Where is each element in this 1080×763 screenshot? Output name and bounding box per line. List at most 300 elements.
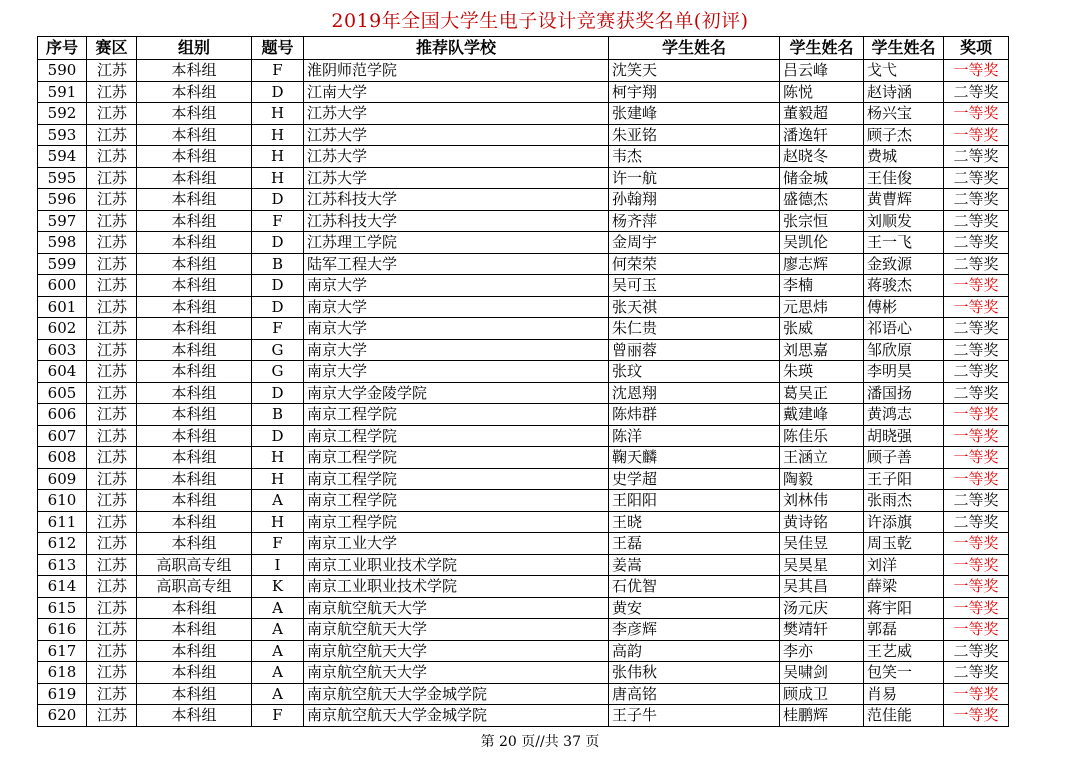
cell-student-2: 陈悦: [780, 81, 864, 103]
cell-student-1: 沈笑天: [609, 60, 780, 82]
table-row: [38, 662, 1009, 684]
table-row: [38, 189, 1009, 211]
cell-group: 高职高专组: [137, 576, 252, 598]
cell-student-3: 薛梁: [864, 576, 944, 598]
cell-problem: F: [252, 533, 304, 555]
cell-student-1: 石优智: [609, 576, 780, 598]
header-student-2: 学生姓名: [780, 37, 864, 60]
table-row: [38, 683, 1009, 705]
cell-group: 本科组: [137, 124, 252, 146]
table-row: [38, 382, 1009, 404]
cell-school: 南京工程学院: [304, 447, 609, 469]
cell-award: 一等奖: [944, 597, 1009, 619]
cell-region: 江苏: [87, 361, 137, 383]
cell-problem: B: [252, 253, 304, 275]
cell-index: 618: [38, 662, 87, 684]
table-row: [38, 490, 1009, 512]
cell-group: 本科组: [137, 103, 252, 125]
cell-award: 一等奖: [944, 705, 1009, 727]
cell-index: 617: [38, 640, 87, 662]
cell-school: 南京大学: [304, 275, 609, 297]
cell-award: 一等奖: [944, 60, 1009, 82]
cell-problem: H: [252, 511, 304, 533]
cell-award: 一等奖: [944, 468, 1009, 490]
cell-student-3: 刘顺发: [864, 210, 944, 232]
cell-student-3: 王子阳: [864, 468, 944, 490]
cell-region: 江苏: [87, 103, 137, 125]
cell-student-3: 戈弋: [864, 60, 944, 82]
table-header-row: [38, 37, 1009, 60]
cell-problem: H: [252, 167, 304, 189]
cell-problem: F: [252, 705, 304, 727]
cell-index: 605: [38, 382, 87, 404]
cell-index: 599: [38, 253, 87, 275]
cell-school: 南京大学: [304, 339, 609, 361]
cell-index: 613: [38, 554, 87, 576]
cell-school: 南京航空航天大学: [304, 597, 609, 619]
cell-student-1: 陈洋: [609, 425, 780, 447]
cell-student-2: 吕云峰: [780, 60, 864, 82]
cell-problem: F: [252, 60, 304, 82]
cell-index: 606: [38, 404, 87, 426]
cell-index: 590: [38, 60, 87, 82]
cell-school: 南京航空航天大学: [304, 619, 609, 641]
cell-award: 二等奖: [944, 318, 1009, 340]
cell-index: 616: [38, 619, 87, 641]
cell-index: 603: [38, 339, 87, 361]
cell-award: 一等奖: [944, 554, 1009, 576]
cell-group: 本科组: [137, 662, 252, 684]
cell-student-1: 李彦辉: [609, 619, 780, 641]
cell-student-2: 李楠: [780, 275, 864, 297]
cell-school: 南京工业职业技术学院: [304, 576, 609, 598]
cell-student-3: 肖易: [864, 683, 944, 705]
cell-group: 本科组: [137, 511, 252, 533]
cell-school: 江苏科技大学: [304, 210, 609, 232]
cell-problem: D: [252, 425, 304, 447]
cell-group: 本科组: [137, 468, 252, 490]
table-row: [38, 425, 1009, 447]
cell-award: 二等奖: [944, 361, 1009, 383]
cell-student-3: 邹欣原: [864, 339, 944, 361]
cell-problem: A: [252, 683, 304, 705]
cell-award: 二等奖: [944, 339, 1009, 361]
cell-student-1: 张伟秋: [609, 662, 780, 684]
cell-problem: B: [252, 404, 304, 426]
cell-school: 南京大学: [304, 361, 609, 383]
cell-problem: G: [252, 339, 304, 361]
cell-award: 二等奖: [944, 232, 1009, 254]
cell-region: 江苏: [87, 619, 137, 641]
cell-student-3: 范佳能: [864, 705, 944, 727]
cell-student-3: 蒋宇阳: [864, 597, 944, 619]
cell-group: 本科组: [137, 275, 252, 297]
cell-problem: I: [252, 554, 304, 576]
table-row: [38, 124, 1009, 146]
header-student-3: 学生姓名: [864, 37, 944, 60]
cell-student-1: 高韵: [609, 640, 780, 662]
cell-school: 南京大学金陵学院: [304, 382, 609, 404]
cell-student-2: 潘逸轩: [780, 124, 864, 146]
cell-group: 本科组: [137, 640, 252, 662]
table-row: [38, 619, 1009, 641]
cell-student-2: 吴佳昱: [780, 533, 864, 555]
cell-group: 本科组: [137, 60, 252, 82]
table-row: [38, 232, 1009, 254]
cell-problem: H: [252, 447, 304, 469]
cell-student-2: 吴昊星: [780, 554, 864, 576]
cell-school: 南京工程学院: [304, 468, 609, 490]
cell-region: 江苏: [87, 339, 137, 361]
table-row: [38, 103, 1009, 125]
cell-student-2: 赵晓冬: [780, 146, 864, 168]
cell-problem: D: [252, 232, 304, 254]
cell-student-1: 陈炜群: [609, 404, 780, 426]
cell-school: 南京工程学院: [304, 490, 609, 512]
cell-region: 江苏: [87, 640, 137, 662]
cell-student-1: 许一航: [609, 167, 780, 189]
cell-school: 南京大学: [304, 318, 609, 340]
cell-student-2: 储金城: [780, 167, 864, 189]
cell-region: 江苏: [87, 554, 137, 576]
cell-student-1: 王子牛: [609, 705, 780, 727]
cell-region: 江苏: [87, 447, 137, 469]
cell-award: 二等奖: [944, 253, 1009, 275]
cell-student-1: 朱亚铭: [609, 124, 780, 146]
cell-student-3: 胡晓强: [864, 425, 944, 447]
cell-school: 南京工业大学: [304, 533, 609, 555]
cell-student-1: 张天祺: [609, 296, 780, 318]
cell-student-1: 鞠天麟: [609, 447, 780, 469]
table-row: [38, 533, 1009, 555]
cell-school: 南京大学: [304, 296, 609, 318]
cell-award: 一等奖: [944, 124, 1009, 146]
cell-student-3: 费城: [864, 146, 944, 168]
cell-student-3: 张雨杰: [864, 490, 944, 512]
cell-student-3: 顾子杰: [864, 124, 944, 146]
cell-index: 615: [38, 597, 87, 619]
cell-student-3: 黄曹辉: [864, 189, 944, 211]
cell-school: 南京工业职业技术学院: [304, 554, 609, 576]
cell-problem: F: [252, 318, 304, 340]
cell-award: 二等奖: [944, 167, 1009, 189]
cell-school: 江苏理工学院: [304, 232, 609, 254]
cell-school: 江苏大学: [304, 167, 609, 189]
cell-region: 江苏: [87, 210, 137, 232]
cell-index: 610: [38, 490, 87, 512]
cell-student-1: 柯宇翔: [609, 81, 780, 103]
cell-index: 619: [38, 683, 87, 705]
cell-problem: A: [252, 597, 304, 619]
cell-student-2: 张宗恒: [780, 210, 864, 232]
table-row: [38, 167, 1009, 189]
cell-group: 本科组: [137, 705, 252, 727]
cell-student-3: 蒋骏杰: [864, 275, 944, 297]
cell-region: 江苏: [87, 296, 137, 318]
cell-student-1: 张玟: [609, 361, 780, 383]
cell-problem: A: [252, 619, 304, 641]
cell-student-3: 李明昊: [864, 361, 944, 383]
table-row: [38, 275, 1009, 297]
cell-student-2: 樊靖轩: [780, 619, 864, 641]
cell-region: 江苏: [87, 124, 137, 146]
cell-school: 南京工程学院: [304, 511, 609, 533]
table-row: [38, 705, 1009, 727]
cell-student-3: 潘国扬: [864, 382, 944, 404]
cell-group: 本科组: [137, 619, 252, 641]
cell-student-1: 沈恩翔: [609, 382, 780, 404]
cell-region: 江苏: [87, 705, 137, 727]
cell-student-1: 史学超: [609, 468, 780, 490]
cell-award: 二等奖: [944, 81, 1009, 103]
cell-award: 二等奖: [944, 210, 1009, 232]
cell-school: 陆军工程大学: [304, 253, 609, 275]
cell-problem: D: [252, 81, 304, 103]
cell-school: 南京航空航天大学金城学院: [304, 683, 609, 705]
cell-award: 一等奖: [944, 533, 1009, 555]
table-row: [38, 576, 1009, 598]
cell-group: 本科组: [137, 533, 252, 555]
cell-group: 本科组: [137, 404, 252, 426]
cell-problem: G: [252, 361, 304, 383]
header-group: 组别: [137, 37, 252, 60]
cell-problem: D: [252, 275, 304, 297]
cell-problem: H: [252, 468, 304, 490]
cell-student-1: 朱仁贵: [609, 318, 780, 340]
table-row: [38, 146, 1009, 168]
header-region: 赛区: [87, 37, 137, 60]
cell-region: 江苏: [87, 81, 137, 103]
cell-group: 本科组: [137, 425, 252, 447]
table-row: [38, 81, 1009, 103]
cell-group: 本科组: [137, 210, 252, 232]
table-row: [38, 339, 1009, 361]
cell-student-2: 戴建峰: [780, 404, 864, 426]
cell-index: 604: [38, 361, 87, 383]
cell-student-2: 王涵立: [780, 447, 864, 469]
cell-award: 二等奖: [944, 189, 1009, 211]
cell-student-1: 金周宇: [609, 232, 780, 254]
cell-group: 本科组: [137, 81, 252, 103]
cell-student-2: 朱瑛: [780, 361, 864, 383]
cell-group: 本科组: [137, 683, 252, 705]
cell-award: 一等奖: [944, 619, 1009, 641]
cell-student-2: 盛德杰: [780, 189, 864, 211]
cell-index: 595: [38, 167, 87, 189]
cell-student-3: 傅彬: [864, 296, 944, 318]
cell-group: 本科组: [137, 146, 252, 168]
cell-index: 620: [38, 705, 87, 727]
cell-problem: D: [252, 382, 304, 404]
cell-award: 一等奖: [944, 447, 1009, 469]
cell-region: 江苏: [87, 404, 137, 426]
table-row: [38, 404, 1009, 426]
table-row: [38, 296, 1009, 318]
cell-award: 二等奖: [944, 490, 1009, 512]
cell-school: 江苏科技大学: [304, 189, 609, 211]
cell-region: 江苏: [87, 425, 137, 447]
cell-student-2: 廖志辉: [780, 253, 864, 275]
table-row: [38, 447, 1009, 469]
cell-student-3: 金致源: [864, 253, 944, 275]
cell-student-2: 陶毅: [780, 468, 864, 490]
cell-index: 593: [38, 124, 87, 146]
cell-school: 南京航空航天大学: [304, 662, 609, 684]
cell-index: 591: [38, 81, 87, 103]
cell-award: 一等奖: [944, 425, 1009, 447]
cell-problem: H: [252, 103, 304, 125]
cell-school: 南京航空航天大学: [304, 640, 609, 662]
table-row: [38, 318, 1009, 340]
table-row: [38, 468, 1009, 490]
table-row: [38, 640, 1009, 662]
cell-award: 一等奖: [944, 576, 1009, 598]
cell-award: 一等奖: [944, 296, 1009, 318]
cell-index: 597: [38, 210, 87, 232]
cell-student-3: 刘洋: [864, 554, 944, 576]
cell-region: 江苏: [87, 167, 137, 189]
cell-student-3: 顾子善: [864, 447, 944, 469]
cell-student-1: 何荣荣: [609, 253, 780, 275]
cell-student-2: 汤元庆: [780, 597, 864, 619]
cell-student-1: 王晓: [609, 511, 780, 533]
cell-region: 江苏: [87, 683, 137, 705]
table-row: [38, 361, 1009, 383]
cell-region: 江苏: [87, 60, 137, 82]
cell-region: 江苏: [87, 232, 137, 254]
cell-award: 一等奖: [944, 103, 1009, 125]
cell-student-2: 黄诗铭: [780, 511, 864, 533]
cell-student-2: 吴其昌: [780, 576, 864, 598]
cell-index: 592: [38, 103, 87, 125]
cell-group: 本科组: [137, 232, 252, 254]
cell-student-2: 张威: [780, 318, 864, 340]
cell-index: 598: [38, 232, 87, 254]
cell-region: 江苏: [87, 318, 137, 340]
cell-award: 一等奖: [944, 275, 1009, 297]
cell-student-3: 郭磊: [864, 619, 944, 641]
cell-region: 江苏: [87, 490, 137, 512]
cell-student-3: 王佳俊: [864, 167, 944, 189]
table-row: [38, 597, 1009, 619]
cell-index: 614: [38, 576, 87, 598]
cell-award: 二等奖: [944, 511, 1009, 533]
cell-school: 江南大学: [304, 81, 609, 103]
cell-student-2: 李亦: [780, 640, 864, 662]
table-row: [38, 554, 1009, 576]
cell-group: 本科组: [137, 296, 252, 318]
cell-school: 南京工程学院: [304, 404, 609, 426]
cell-student-3: 包笑一: [864, 662, 944, 684]
cell-school: 淮阴师范学院: [304, 60, 609, 82]
cell-group: 本科组: [137, 318, 252, 340]
cell-group: 高职高专组: [137, 554, 252, 576]
cell-region: 江苏: [87, 189, 137, 211]
cell-index: 609: [38, 468, 87, 490]
cell-region: 江苏: [87, 253, 137, 275]
cell-index: 600: [38, 275, 87, 297]
cell-student-3: 王艺威: [864, 640, 944, 662]
cell-group: 本科组: [137, 382, 252, 404]
cell-student-1: 吴可玉: [609, 275, 780, 297]
cell-region: 江苏: [87, 662, 137, 684]
cell-school: 江苏大学: [304, 146, 609, 168]
cell-student-3: 许添旗: [864, 511, 944, 533]
cell-problem: H: [252, 146, 304, 168]
cell-student-3: 赵诗涵: [864, 81, 944, 103]
cell-group: 本科组: [137, 447, 252, 469]
award-table: [37, 36, 1009, 727]
cell-problem: A: [252, 490, 304, 512]
page-footer: 第 20 页//共 37 页: [480, 734, 600, 750]
cell-index: 594: [38, 146, 87, 168]
cell-index: 607: [38, 425, 87, 447]
cell-student-1: 姜嵩: [609, 554, 780, 576]
cell-student-2: 元思炜: [780, 296, 864, 318]
cell-problem: H: [252, 124, 304, 146]
cell-student-3: 祁语心: [864, 318, 944, 340]
cell-student-2: 董毅超: [780, 103, 864, 125]
cell-region: 江苏: [87, 146, 137, 168]
cell-school: 江苏大学: [304, 103, 609, 125]
cell-award: 二等奖: [944, 662, 1009, 684]
cell-school: 南京航空航天大学金城学院: [304, 705, 609, 727]
cell-problem: A: [252, 662, 304, 684]
cell-student-1: 王阳阳: [609, 490, 780, 512]
cell-problem: A: [252, 640, 304, 662]
cell-region: 江苏: [87, 511, 137, 533]
cell-problem: K: [252, 576, 304, 598]
cell-award: 一等奖: [944, 683, 1009, 705]
cell-award: 一等奖: [944, 404, 1009, 426]
cell-region: 江苏: [87, 275, 137, 297]
cell-problem: F: [252, 210, 304, 232]
cell-group: 本科组: [137, 490, 252, 512]
cell-student-1: 王磊: [609, 533, 780, 555]
document-title: 2019年全国大学生电子设计竞赛获奖名单(初评): [331, 10, 749, 32]
cell-student-1: 唐高铭: [609, 683, 780, 705]
cell-student-2: 葛吴正: [780, 382, 864, 404]
cell-student-1: 韦杰: [609, 146, 780, 168]
cell-region: 江苏: [87, 576, 137, 598]
cell-group: 本科组: [137, 339, 252, 361]
header-problem: 题号: [252, 37, 304, 60]
cell-student-2: 吴凯伦: [780, 232, 864, 254]
cell-student-2: 陈佳乐: [780, 425, 864, 447]
cell-student-2: 刘思嘉: [780, 339, 864, 361]
cell-region: 江苏: [87, 597, 137, 619]
cell-school: 南京工程学院: [304, 425, 609, 447]
cell-student-3: 杨兴宝: [864, 103, 944, 125]
table-row: [38, 210, 1009, 232]
cell-student-3: 周玉乾: [864, 533, 944, 555]
cell-region: 江苏: [87, 533, 137, 555]
table-row: [38, 253, 1009, 275]
cell-student-1: 黄安: [609, 597, 780, 619]
cell-group: 本科组: [137, 253, 252, 275]
cell-student-1: 孙翰翔: [609, 189, 780, 211]
cell-group: 本科组: [137, 361, 252, 383]
cell-student-2: 桂鹏辉: [780, 705, 864, 727]
cell-group: 本科组: [137, 597, 252, 619]
cell-student-1: 杨齐萍: [609, 210, 780, 232]
cell-student-2: 刘林伟: [780, 490, 864, 512]
table-row: [38, 60, 1009, 82]
cell-student-1: 张建峰: [609, 103, 780, 125]
cell-award: 二等奖: [944, 382, 1009, 404]
cell-index: 596: [38, 189, 87, 211]
cell-index: 612: [38, 533, 87, 555]
